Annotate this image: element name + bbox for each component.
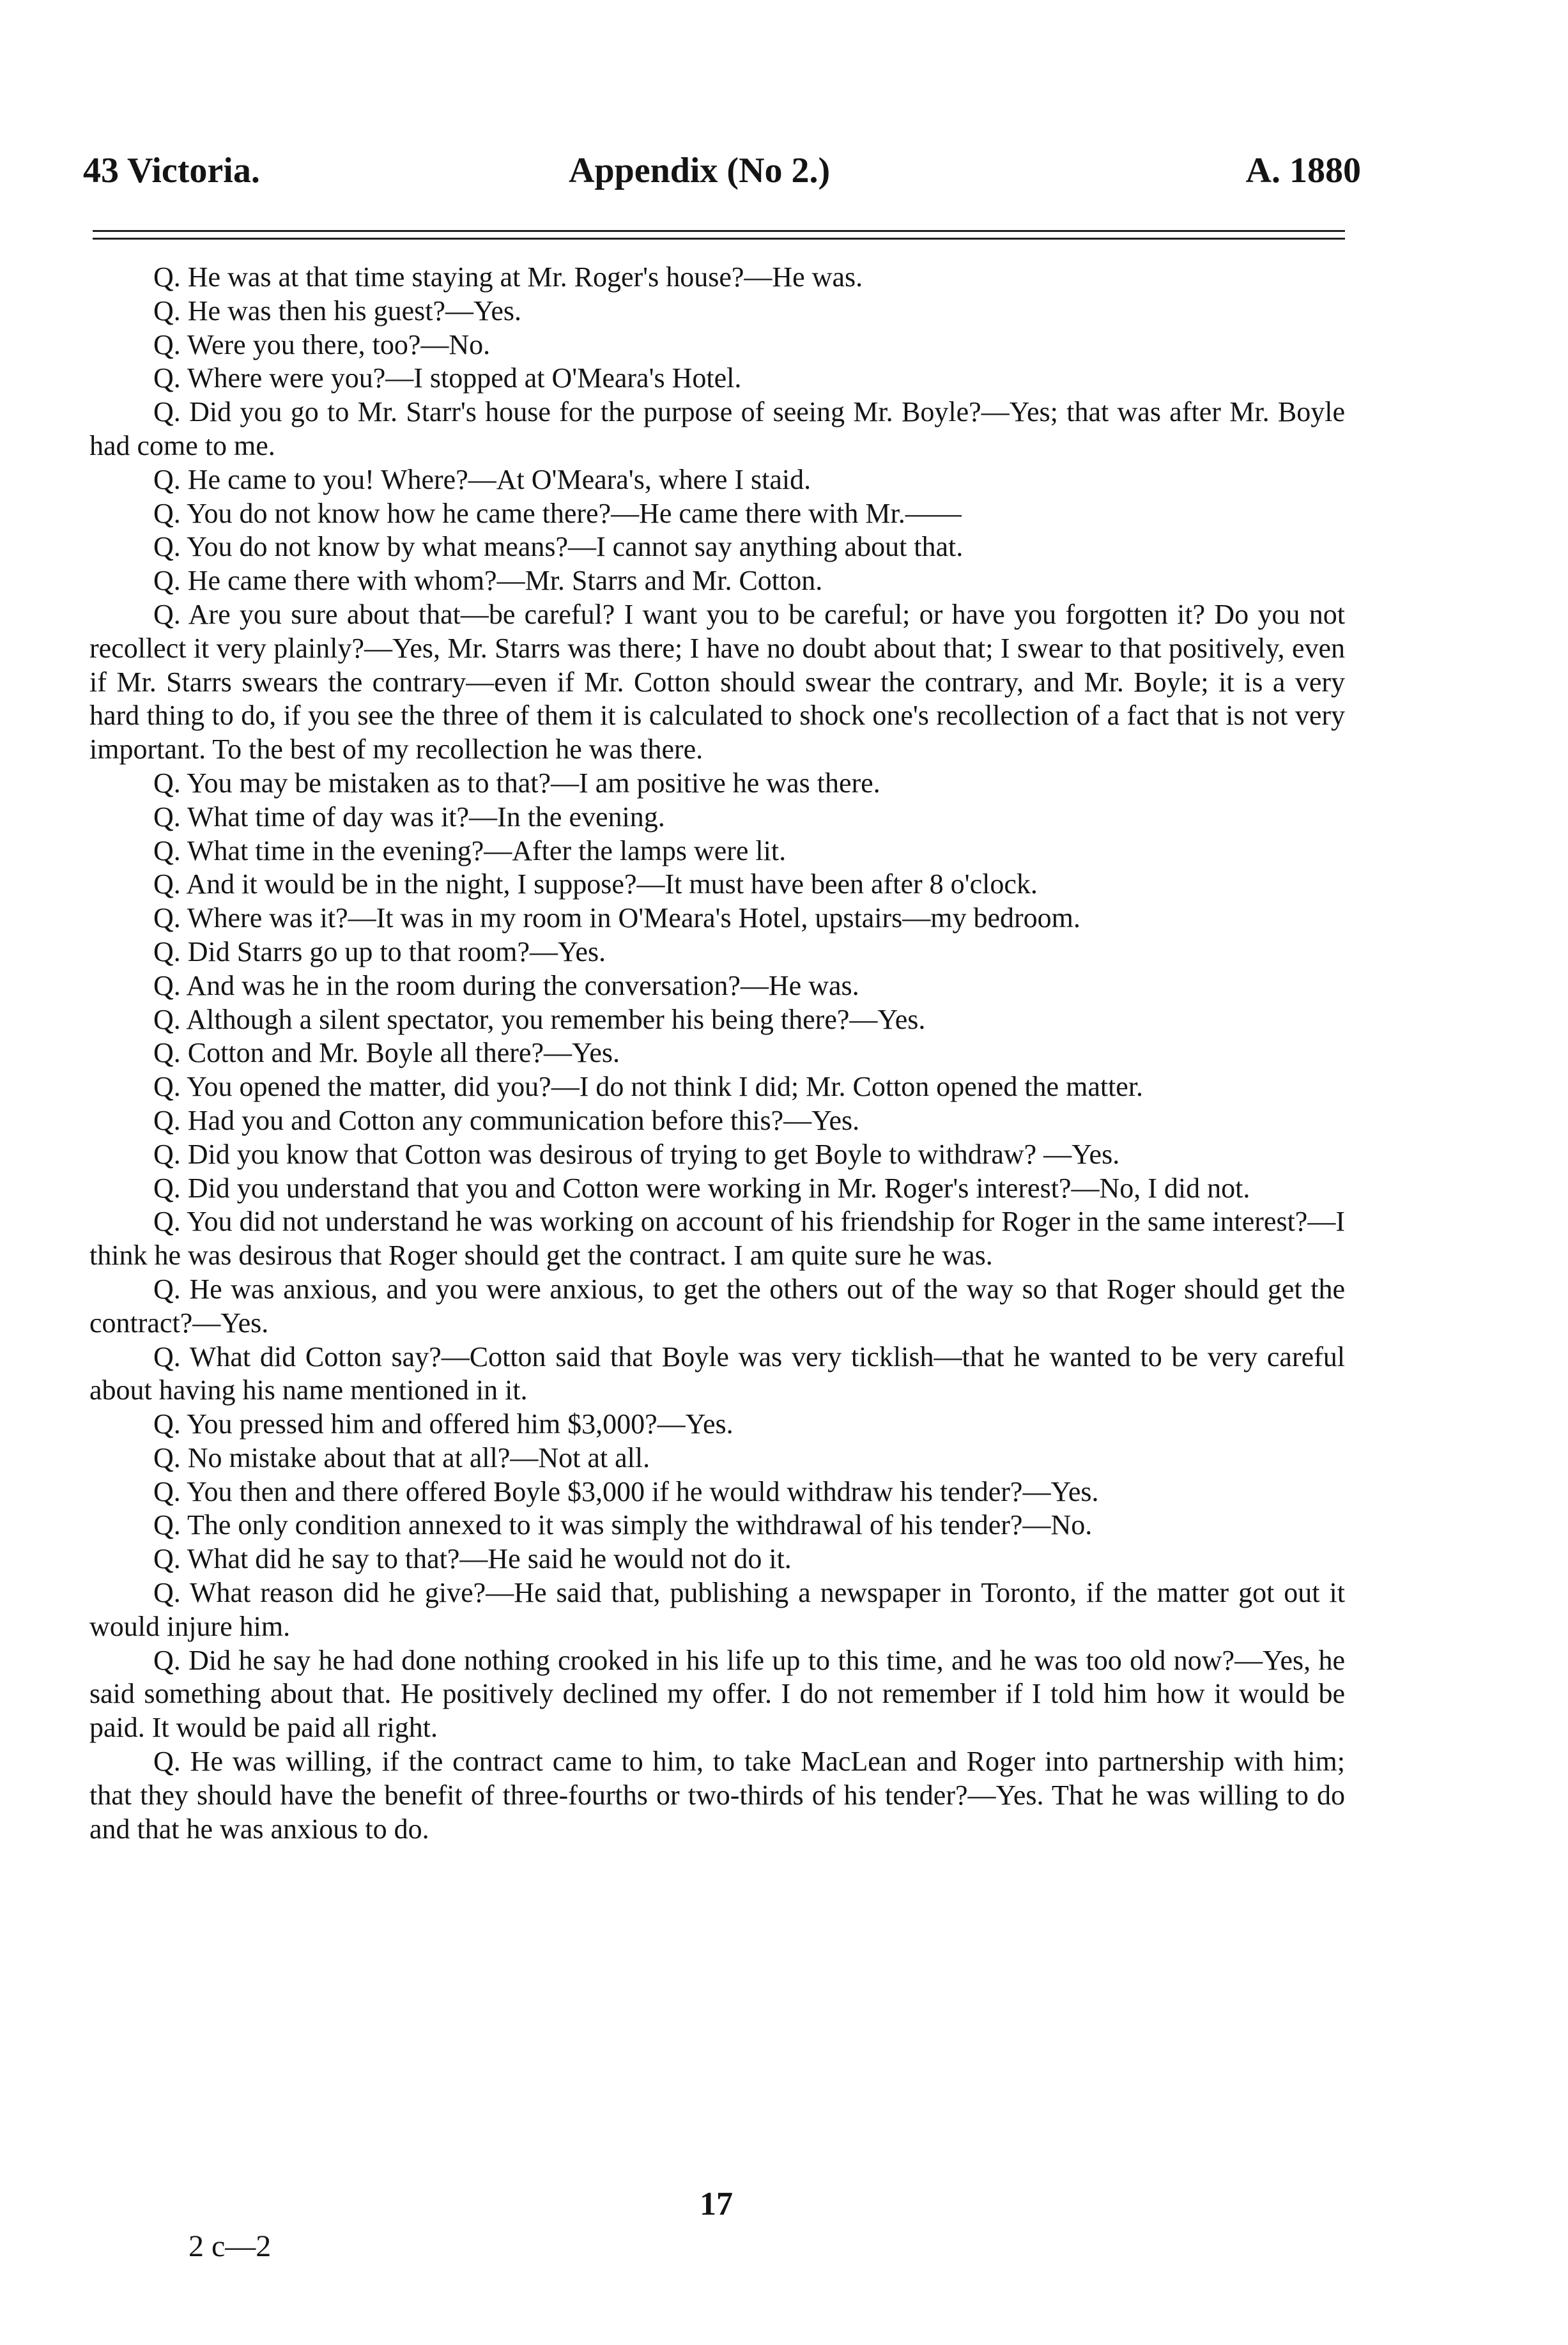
testimony-paragraph: Q. He came there with whom?—Mr. Starrs and Mr. Cotton. [153, 565, 823, 597]
testimony-paragraph: Q. Had you and Cotton any communication before this?—Yes. [153, 1104, 860, 1136]
testimony-paragraph: Q. He was at that time staying at Mr. Roger's house?—He was. [153, 261, 863, 293]
testimony-paragraph: Q. Cotton and Mr. Boyle all there?—Yes. [153, 1037, 620, 1069]
header-session: 43 Victoria. [83, 151, 260, 190]
testimony-paragraph: Q. He was willing, if the contract came to him, to take MacLean and Roger into partnership with him; that they should have the benefit of three-fourths or two-thirds of his tender?—Yes. That he was willing to do and that he was anxious to do. [89, 1746, 1345, 1845]
testimony-paragraph: Q. And it would be in the night, I suppose?—It must have been after 8 o'clock. [153, 868, 1038, 900]
testimony-paragraph: Q. He came to you! Where?—At O'Meara's, where I staid. [153, 463, 811, 495]
testimony-paragraph: Q. He was then his guest?—Yes. [153, 295, 522, 327]
testimony-paragraph: Q. No mistake about that at all?—Not at all. [153, 1442, 650, 1473]
testimony-paragraph: Q. Where were you?—I stopped at O'Meara's Hotel. [153, 362, 742, 394]
testimony-paragraph: Q. Did you know that Cotton was desirous of trying to get Boyle to withdraw? —Yes. [153, 1138, 1120, 1170]
testimony-paragraph: Q. You do not know by what means?—I cannot say anything about that. [153, 531, 964, 563]
testimony-paragraph: Q. Did you go to Mr. Starr's house for the purpose of seeing Mr. Boyle?—Yes; that was after Mr. Boyle had come to me. [89, 396, 1345, 461]
testimony-paragraph: Q. He was anxious, and you were anxious, to get the others out of the way so that Roger should get the contract?—Yes. [89, 1273, 1345, 1339]
testimony-paragraph: Q. What time in the evening?—After the lamps were lit. [153, 834, 787, 866]
testimony-paragraph: Q. Did Starrs go up to that room?—Yes. [153, 935, 606, 967]
testimony-body [89, 261, 1345, 1846]
testimony-paragraph: Q. The only condition annexed to it was simply the withdrawal of his tender?—No. [153, 1509, 1093, 1541]
testimony-paragraph: Q. You opened the matter, did you?—I do not think I did; Mr. Cotton opened the matter. [153, 1071, 1144, 1103]
testimony-paragraph: Q. You do not know how he came there?—He came there with Mr.—— [153, 497, 962, 529]
testimony-paragraph: Q. You did not understand he was working on account of his friendship for Roger in the same interest?—I think he was desirous that Roger should get the contract. I am quite sure he was. [89, 1206, 1345, 1272]
printer-signature-mark: 2 c—2 [188, 2229, 272, 2263]
header-rule-top [93, 230, 1345, 232]
testimony-paragraph: Q. Did he say he had done nothing crooked in his life up to this time, and he was too old now?—Yes, he said something about that. He positively declined my offer. I do not remember if I told him how it would be paid. It would be paid all right. [89, 1644, 1345, 1744]
testimony-paragraph: Q. Although a silent spectator, you remember his being there?—Yes. [153, 1003, 926, 1035]
testimony-paragraph: Q. Were you there, too?—No. [153, 328, 491, 360]
testimony-paragraph: Q. What did he say to that?—He said he would not do it. [153, 1543, 792, 1575]
testimony-paragraph: Q. Are you sure about that—be careful? I want you to be careful; or have you forgotten it? Do you not recollect it very plainly?—Yes, Mr. Starrs was there; I have no doubt about that; I swear to that positively, even if Mr. Starrs swears the contrary—even if Mr. Cotton should swear the contrary, and Mr. Boyle; it is a very hard thing to do, if you see the three of them it is calculated to shock one's recollection of a fact that is not very important. To the best of my recollection he was there. [89, 598, 1345, 765]
testimony-paragraph: Q. You pressed him and offered him $3,000?—Yes. [153, 1408, 734, 1440]
running-header [77, 150, 1361, 208]
header-appendix: Appendix (No 2.) [569, 151, 831, 190]
page-number: 17 [700, 2186, 733, 2222]
testimony-paragraph: Q. What did Cotton say?—Cotton said that Boyle was very ticklish—that he wanted to be very careful about having his name mentioned in it. [89, 1341, 1345, 1406]
header-rule-bottom [93, 238, 1345, 240]
testimony-paragraph: Q. What time of day was it?—In the evening. [153, 801, 665, 833]
testimony-paragraph: Q. Did you understand that you and Cotton were working in Mr. Roger's interest?—No, I did not. [153, 1172, 1250, 1204]
testimony-paragraph: Q. You then and there offered Boyle $3,000 if he would withdraw his tender?—Yes. [153, 1475, 1099, 1507]
testimony-paragraph: Q. What reason did he give?—He said that, publishing a newspaper in Toronto, if the matter got out it would injure him. [89, 1577, 1345, 1642]
testimony-paragraph: Q. You may be mistaken as to that?—I am positive he was there. [153, 767, 880, 799]
header-year: A. 1880 [1245, 151, 1361, 190]
testimony-paragraph: Q. Where was it?—It was in my room in O'Meara's Hotel, upstairs—my bedroom. [153, 902, 1080, 934]
testimony-paragraph: Q. And was he in the room during the conversation?—He was. [153, 969, 859, 1001]
